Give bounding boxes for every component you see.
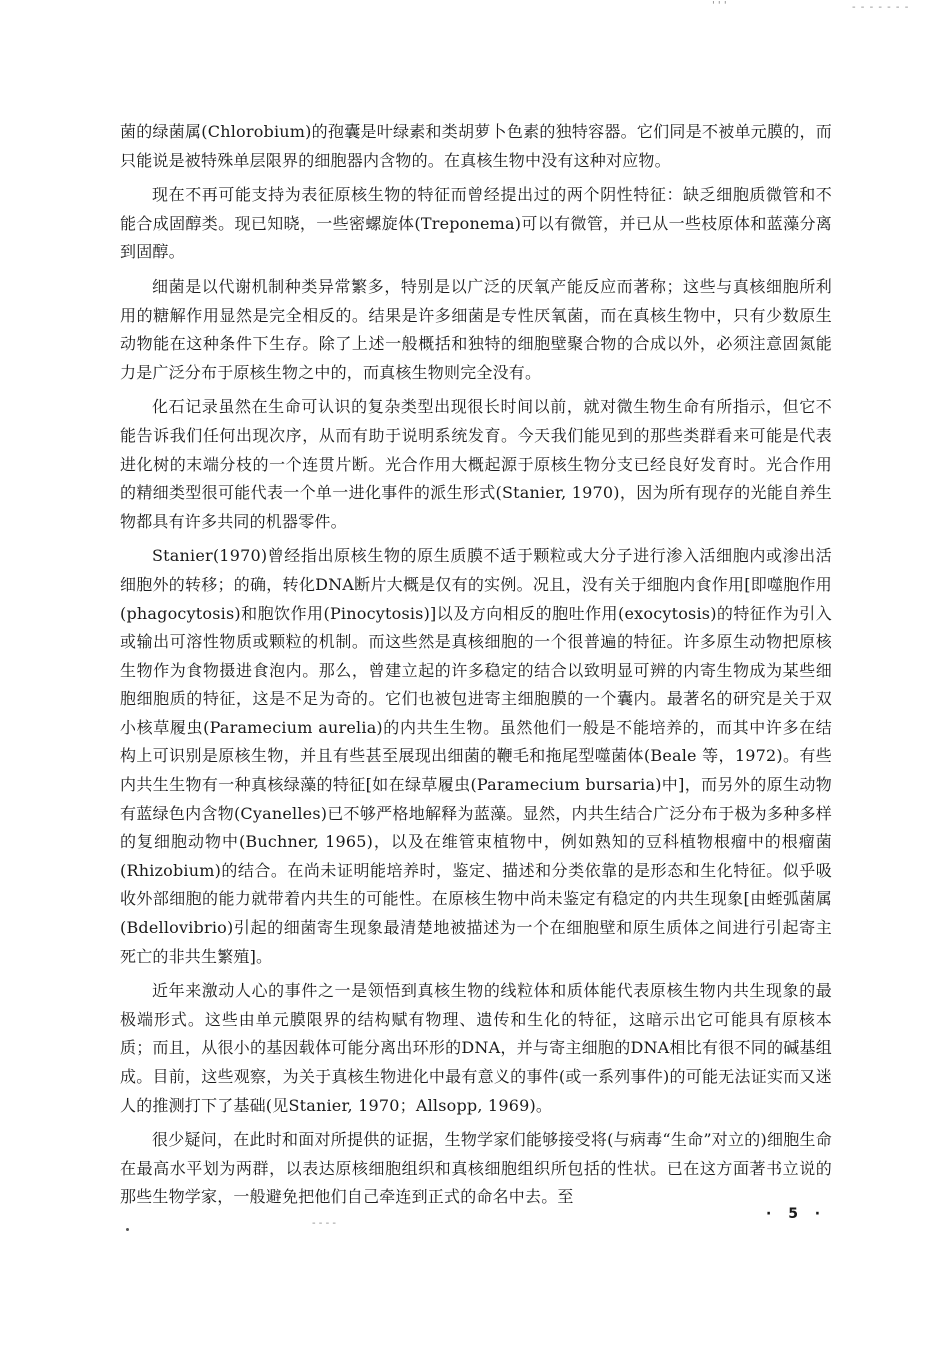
paragraph-3: 细菌是以代谢机制种类异常繁多，特别是以广泛的厌氧产能反应而著称；这些与真核细胞所利用的糖解作用显然是完全相反的。结果是许多细菌是专性厌氧菌，而在真核生物中，只有少数原生动物能在这种条件下生存。除了上述一般概括和独特的细胞壁聚合物的合成以外，必须注意固氮能力是广泛分布于原核生物之中的，而真核生物则完全没有。	[120, 276, 832, 382]
scan-artifact-top-right: - - - - - - -	[852, 2, 910, 13]
page-number: · 5 ·	[766, 1206, 827, 1222]
paragraph-5: Stanier(1970)曾经指出原核生物的原生质膜不适于颗粒或大分子进行渗入活细胞内或渗出活细胞外的转移；的确，转化DNA断片大概是仅有的实例。况且，没有关于细胞内食作用[即噬胞作用(phagocytosis)和胞饮作用(Pinocytosis)]以及方向相反的胞吐作用(exocytosis)的特征作为引入或输出可溶性物质或颗粒的机制。而这些然是真核细胞的一个很普遍的特征。许多原生动物把原核生物作为食物摄进食泡内。那么，曾建立起的许多稳定的结合以致明显可辨的内寄生物成为某些细胞细胞质的特征，这是不足为奇的。它们也被包进寄主细胞膜的一个囊内。最著名的研究是关于双小核草履虫(Paramecium aurelia)的内共生生物。虽然他们一般是不能培养的，而其中许多在结构上可识别是原核生物，并且有些甚至展现出细菌的鞭毛和拖尾型噬菌体(Beale 等，1972)。有些内共生生物有一种真核绿藻的特征[如在绿草履虫(Paramecium bursaria)中]，而另外的原生动物有蓝绿色内含物(Cyanelles)已不够严格地解释为蓝藻。显然，内共生结合广泛分布于极为多种多样的复细胞动物中(Buchner, 1965)，以及在维管束植物中，例如熟知的豆科植物根瘤中的根瘤菌(Rhizobium)的结合。在尚未证明能培养时，鉴定、描述和分类依靠的是形态和生化特征。似乎吸收外部细胞的能力就带着内共生的可能性。在原核生物中尚未鉴定有稳定的内共生现象[由蛭弧菌属(Bdellovibrio)引起的细菌寄生现象最清楚地被描述为一个在细胞壁和原生质体之间进行引起寄主死亡的非共生繁殖]。	[120, 546, 832, 966]
paragraph-1: 菌的绿菌属(Chlorobium)的孢囊是叶绿素和类胡萝卜色素的独特容器。它们同是不被单元膜的，而只能说是被特殊单层限界的细胞器内含物的。在真核生物中没有这种对应物。	[120, 122, 832, 170]
scan-artifact-top: ' ' '	[712, 0, 727, 11]
paragraph-4: 化石记录虽然在生命可认识的复杂类型出现很长时间以前，就对微生物生命有所指示，但它不能告诉我们任何出现次序，从而有助于说明系统发育。今天我们能见到的那些类群看来可能是代表进化树的末端分枝的一个连贯片断。光合作用大概起源于原核生物分支已经良好发育时。光合作用的精细类型很可能代表一个单一进化事件的派生形式(Stanier, 1970)，因为所有现存的光能自养生物都具有许多共同的机器零件。	[120, 397, 832, 531]
scan-artifact-bottom: - - - -	[312, 1218, 336, 1229]
paragraph-7: 很少疑问，在此时和面对所提供的证据，生物学家们能够接受将(与病毒“生命”对立的)细胞生命在最高水平划为两群，以表达原核细胞组织和真核细胞组织所包括的性状。已在这方面著书立说的那些生物学家，一般避免把他们自己牵连到正式的命名中去。至	[120, 1130, 832, 1207]
paragraph-6: 近年来激动人心的事件之一是领悟到真核生物的线粒体和质体能代表原核生物内共生现象的最极端形式。这些由单元膜限界的结构赋有物理、遗传和生化的特征，这暗示出它可能具有原核本质；而且，从很小的基因载体可能分离出环形的DNA，并与寄主细胞的DNA相比有很不同的碱基组成。目前，这些观察，为关于真核生物进化中最有意义的事件(或一系列事件)的可能无法证实而又迷人的推测打下了基础(见Stanier, 1970；Allsopp, 1969)。	[120, 981, 832, 1115]
body-text	[120, 118, 832, 1218]
paragraph-2: 现在不再可能支持为表征原核生物的特征而曾经提出过的两个阴性特征：缺乏细胞质微管和不能合成固醇类。现已知晓，一些密螺旋体(Treponema)可以有微管，并已从一些枝原体和蓝藻分离到固醇。	[120, 185, 832, 262]
scan-speck-left	[126, 1228, 129, 1231]
